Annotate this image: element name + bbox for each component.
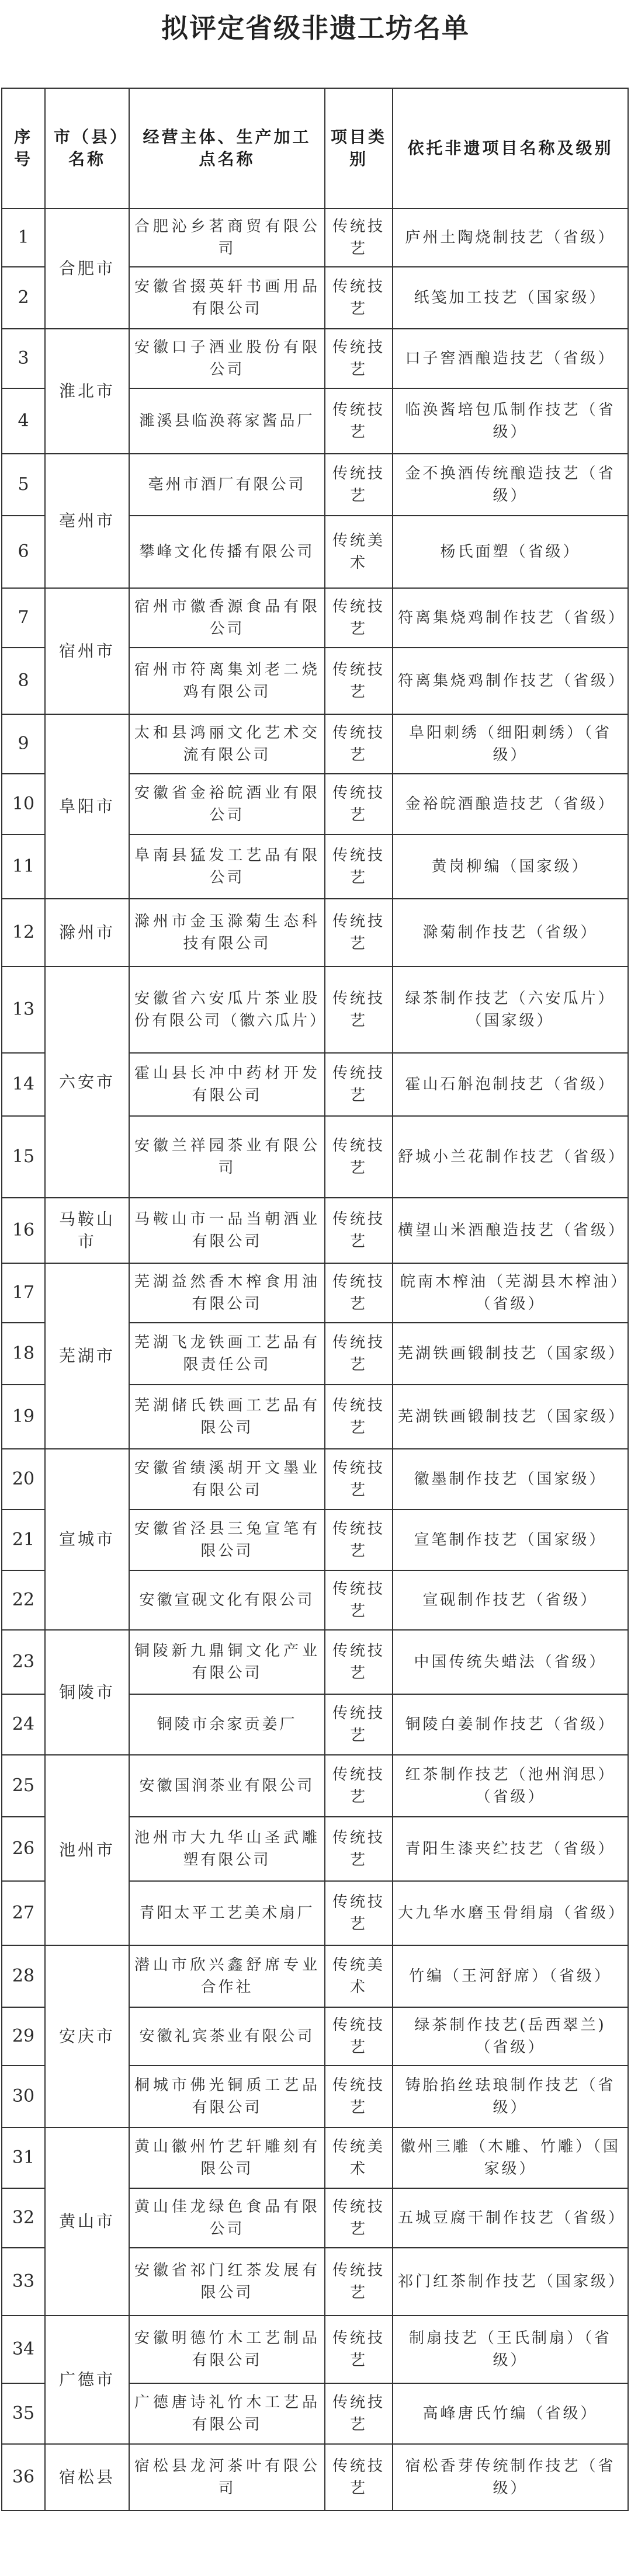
serial-number-cell: 34 bbox=[2, 2316, 45, 2383]
serial-number-cell: 22 bbox=[2, 1570, 45, 1630]
table-row bbox=[2, 329, 628, 388]
serial-number-cell: 20 bbox=[2, 1449, 45, 1510]
project-category-cell: 传统技艺 bbox=[325, 588, 393, 648]
serial-number-cell: 32 bbox=[2, 2188, 45, 2248]
table-row bbox=[2, 899, 628, 967]
serial-number-cell: 11 bbox=[2, 835, 45, 899]
project-category-cell: 传统技艺 bbox=[325, 2188, 393, 2248]
heritage-project-cell: 杨氏面塑（省级） bbox=[393, 516, 628, 588]
serial-number-cell: 18 bbox=[2, 1323, 45, 1385]
entity-name-cell: 合肥沁乡茗商贸有限公司 bbox=[129, 208, 325, 267]
entity-name-cell: 安徽省祁门红茶发展有限公司 bbox=[129, 2248, 325, 2316]
heritage-project-cell: 制扇技艺（王氏制扇）（省级） bbox=[393, 2316, 628, 2383]
entity-name-cell: 安徽省绩溪胡开文墨业有限公司 bbox=[129, 1449, 325, 1510]
header-city-name: 市（县）名称 bbox=[45, 88, 129, 208]
project-category-cell: 传统技艺 bbox=[325, 208, 393, 267]
header-serial-number: 序号 bbox=[2, 88, 45, 208]
entity-name-cell: 太和县鸿丽文化艺术交流有限公司 bbox=[129, 714, 325, 774]
serial-number-cell: 9 bbox=[2, 714, 45, 774]
project-category-cell: 传统技艺 bbox=[325, 1449, 393, 1510]
serial-number-cell: 15 bbox=[2, 1116, 45, 1198]
city-name-cell: 黄山市 bbox=[45, 2127, 129, 2316]
heritage-project-cell: 铸胎掐丝珐琅制作技艺（省级） bbox=[393, 2066, 628, 2127]
heritage-project-cell: 口子窖酒酿造技艺（省级） bbox=[393, 329, 628, 388]
header-entity-name: 经营主体、生产加工点名称 bbox=[129, 88, 325, 208]
header-project-category: 项目类别 bbox=[325, 88, 393, 208]
project-category-cell: 传统技艺 bbox=[325, 1630, 393, 1694]
serial-number-cell: 16 bbox=[2, 1198, 45, 1263]
city-name-cell: 铜陵市 bbox=[45, 1630, 129, 1755]
serial-number-cell: 14 bbox=[2, 1053, 45, 1116]
project-category-cell: 传统技艺 bbox=[325, 1694, 393, 1755]
serial-number-cell: 12 bbox=[2, 899, 45, 967]
heritage-project-cell: 宣笔制作技艺（国家级） bbox=[393, 1510, 628, 1570]
city-name-cell: 池州市 bbox=[45, 1755, 129, 1945]
project-category-cell: 传统技艺 bbox=[325, 714, 393, 774]
heritage-project-cell: 金裕皖酒酿造技艺（省级） bbox=[393, 774, 628, 835]
table-row bbox=[2, 2316, 628, 2383]
project-category-cell: 传统技艺 bbox=[325, 2066, 393, 2127]
heritage-project-cell: 宣砚制作技艺（省级） bbox=[393, 1570, 628, 1630]
heritage-project-cell: 皖南木榨油（芜湖县木榨油）（省级） bbox=[393, 1263, 628, 1323]
heritage-project-cell: 中国传统失蜡法（省级） bbox=[393, 1630, 628, 1694]
header-heritage-project: 依托非遗项目名称及级别 bbox=[393, 88, 628, 208]
heritage-project-cell: 宿松香芽传统制作技艺（省级） bbox=[393, 2444, 628, 2511]
project-category-cell: 传统技艺 bbox=[325, 1570, 393, 1630]
entity-name-cell: 宿州市符离集刘老二烧鸡有限公司 bbox=[129, 648, 325, 714]
heritage-workshop-table bbox=[1, 88, 629, 2511]
project-category-cell: 传统技艺 bbox=[325, 329, 393, 388]
serial-number-cell: 26 bbox=[2, 1817, 45, 1881]
document-title: 拟评定省级非遗工坊名单 bbox=[161, 12, 470, 44]
entity-name-cell: 黄山佳龙绿色食品有限公司 bbox=[129, 2188, 325, 2248]
heritage-project-cell: 符离集烧鸡制作技艺（省级） bbox=[393, 648, 628, 714]
city-name-cell: 宿州市 bbox=[45, 588, 129, 714]
serial-number-cell: 31 bbox=[2, 2127, 45, 2188]
heritage-project-cell: 铜陵白姜制作技艺（省级） bbox=[393, 1694, 628, 1755]
heritage-project-cell: 纸笺加工技艺（国家级） bbox=[393, 267, 628, 329]
serial-number-cell: 35 bbox=[2, 2383, 45, 2444]
table-row bbox=[2, 967, 628, 1053]
city-name-cell: 六安市 bbox=[45, 967, 129, 1198]
entity-name-cell: 安徽省泾县三兔宣笔有限公司 bbox=[129, 1510, 325, 1570]
project-category-cell: 传统技艺 bbox=[325, 388, 393, 454]
serial-number-cell: 10 bbox=[2, 774, 45, 835]
project-category-cell: 传统技艺 bbox=[325, 1817, 393, 1881]
city-name-cell: 合肥市 bbox=[45, 208, 129, 329]
city-name-cell: 亳州市 bbox=[45, 454, 129, 588]
city-name-cell: 安庆市 bbox=[45, 1945, 129, 2127]
entity-name-cell: 安徽省金裕皖酒业有限公司 bbox=[129, 774, 325, 835]
heritage-project-cell: 黄岗柳编（国家级） bbox=[393, 835, 628, 899]
heritage-project-cell: 滁菊制作技艺（省级） bbox=[393, 899, 628, 967]
serial-number-cell: 17 bbox=[2, 1263, 45, 1323]
table-row bbox=[2, 588, 628, 648]
entity-name-cell: 铜陵市余家贡姜厂 bbox=[129, 1694, 325, 1755]
serial-number-cell: 27 bbox=[2, 1881, 45, 1945]
heritage-project-cell: 芜湖铁画锻制技艺（国家级） bbox=[393, 1385, 628, 1449]
city-name-cell: 广德市 bbox=[45, 2316, 129, 2444]
serial-number-cell: 2 bbox=[2, 267, 45, 329]
table-row bbox=[2, 1449, 628, 1510]
serial-number-cell: 5 bbox=[2, 454, 45, 516]
heritage-project-cell: 红茶制作技艺（池州润思）（省级） bbox=[393, 1755, 628, 1817]
heritage-project-cell: 阜阳刺绣（细阳刺绣）（省级） bbox=[393, 714, 628, 774]
entity-name-cell: 安徽省六安瓜片茶业股份有限公司（徽六瓜片） bbox=[129, 967, 325, 1053]
project-category-cell: 传统技艺 bbox=[325, 267, 393, 329]
project-category-cell: 传统技艺 bbox=[325, 1881, 393, 1945]
city-name-cell: 宿松县 bbox=[45, 2444, 129, 2511]
heritage-project-cell: 绿茶制作技艺(岳西翠兰)（省级） bbox=[393, 2007, 628, 2066]
heritage-project-cell: 青阳生漆夹纻技艺（省级） bbox=[393, 1817, 628, 1881]
heritage-project-cell: 大九华水磨玉骨绢扇（省级） bbox=[393, 1881, 628, 1945]
project-category-cell: 传统技艺 bbox=[325, 1053, 393, 1116]
city-name-cell: 芜湖市 bbox=[45, 1263, 129, 1449]
entity-name-cell: 潜山市欣兴鑫舒席专业合作社 bbox=[129, 1945, 325, 2007]
entity-name-cell: 霍山县长冲中药材开发有限公司 bbox=[129, 1053, 325, 1116]
entity-name-cell: 桐城市佛光铜质工艺品有限公司 bbox=[129, 2066, 325, 2127]
entity-name-cell: 宿松县龙河茶叶有限公司 bbox=[129, 2444, 325, 2511]
entity-name-cell: 芜湖飞龙铁画工艺品有限责任公司 bbox=[129, 1323, 325, 1385]
heritage-project-cell: 金不换酒传统酿造技艺（省级） bbox=[393, 454, 628, 516]
heritage-project-cell: 徽墨制作技艺（国家级） bbox=[393, 1449, 628, 1510]
heritage-project-cell: 横望山米酒酿造技艺（省级） bbox=[393, 1198, 628, 1263]
city-name-cell: 宣城市 bbox=[45, 1449, 129, 1630]
heritage-project-cell: 芜湖铁画锻制技艺（国家级） bbox=[393, 1323, 628, 1385]
project-category-cell: 传统技艺 bbox=[325, 2316, 393, 2383]
entity-name-cell: 安徽省掇英轩书画用品有限公司 bbox=[129, 267, 325, 329]
project-category-cell: 传统技艺 bbox=[325, 1385, 393, 1449]
city-name-cell: 阜阳市 bbox=[45, 714, 129, 899]
serial-number-cell: 21 bbox=[2, 1510, 45, 1570]
project-category-cell: 传统技艺 bbox=[325, 774, 393, 835]
entity-name-cell: 马鞍山市一品当朝酒业有限公司 bbox=[129, 1198, 325, 1263]
serial-number-cell: 7 bbox=[2, 588, 45, 648]
heritage-project-cell: 徽州三雕（木雕、竹雕）（国家级） bbox=[393, 2127, 628, 2188]
entity-name-cell: 安徽明德竹木工艺制品有限公司 bbox=[129, 2316, 325, 2383]
heritage-project-cell: 符离集烧鸡制作技艺（省级） bbox=[393, 588, 628, 648]
project-category-cell: 传统技艺 bbox=[325, 1323, 393, 1385]
table-row bbox=[2, 208, 628, 267]
entity-name-cell: 安徽宣砚文化有限公司 bbox=[129, 1570, 325, 1630]
table-row bbox=[2, 2444, 628, 2511]
heritage-project-cell: 竹编（王河舒席）（省级） bbox=[393, 1945, 628, 2007]
project-category-cell: 传统技艺 bbox=[325, 2007, 393, 2066]
entity-name-cell: 安徽礼宾茶业有限公司 bbox=[129, 2007, 325, 2066]
project-category-cell: 传统技艺 bbox=[325, 2248, 393, 2316]
entity-name-cell: 池州市大九华山圣武雕塑有限公司 bbox=[129, 1817, 325, 1881]
serial-number-cell: 29 bbox=[2, 2007, 45, 2066]
serial-number-cell: 25 bbox=[2, 1755, 45, 1817]
project-category-cell: 传统技艺 bbox=[325, 967, 393, 1053]
project-category-cell: 传统美术 bbox=[325, 1945, 393, 2007]
heritage-project-cell: 高峰唐氏竹编（省级） bbox=[393, 2383, 628, 2444]
heritage-project-cell: 绿茶制作技艺（六安瓜片）（国家级） bbox=[393, 967, 628, 1053]
heritage-project-cell: 霍山石斛泡制技艺（省级） bbox=[393, 1053, 628, 1116]
entity-name-cell: 铜陵新九鼎铜文化产业有限公司 bbox=[129, 1630, 325, 1694]
entity-name-cell: 亳州市酒厂有限公司 bbox=[129, 454, 325, 516]
entity-name-cell: 广德唐诗礼竹木工艺品有限公司 bbox=[129, 2383, 325, 2444]
serial-number-cell: 8 bbox=[2, 648, 45, 714]
serial-number-cell: 23 bbox=[2, 1630, 45, 1694]
entity-name-cell: 阜南县猛发工艺品有限公司 bbox=[129, 835, 325, 899]
project-category-cell: 传统技艺 bbox=[325, 899, 393, 967]
table-row bbox=[2, 1630, 628, 1694]
project-category-cell: 传统美术 bbox=[325, 2127, 393, 2188]
serial-number-cell: 4 bbox=[2, 388, 45, 454]
serial-number-cell: 24 bbox=[2, 1694, 45, 1755]
table-row bbox=[2, 2127, 628, 2188]
project-category-cell: 传统技艺 bbox=[325, 454, 393, 516]
heritage-project-cell: 祁门红茶制作技艺（国家级） bbox=[393, 2248, 628, 2316]
entity-name-cell: 芜湖储氏铁画工艺品有限公司 bbox=[129, 1385, 325, 1449]
heritage-project-cell: 临涣酱培包瓜制作技艺（省级） bbox=[393, 388, 628, 454]
entity-name-cell: 安徽口子酒业股份有限公司 bbox=[129, 329, 325, 388]
table-row bbox=[2, 1263, 628, 1323]
project-category-cell: 传统技艺 bbox=[325, 1755, 393, 1817]
serial-number-cell: 28 bbox=[2, 1945, 45, 2007]
heritage-project-cell: 五城豆腐干制作技艺（省级） bbox=[393, 2188, 628, 2248]
project-category-cell: 传统技艺 bbox=[325, 2444, 393, 2511]
entity-name-cell: 攀峰文化传播有限公司 bbox=[129, 516, 325, 588]
heritage-project-cell: 舒城小兰花制作技艺（省级） bbox=[393, 1116, 628, 1198]
entity-name-cell: 安徽兰祥园茶业有限公司 bbox=[129, 1116, 325, 1198]
city-name-cell: 马鞍山市 bbox=[45, 1198, 129, 1263]
serial-number-cell: 1 bbox=[2, 208, 45, 267]
table-body bbox=[2, 208, 628, 2511]
entity-name-cell: 宿州市徽香源食品有限公司 bbox=[129, 588, 325, 648]
table-row bbox=[2, 1198, 628, 1263]
entity-name-cell: 濉溪县临涣蒋家酱品厂 bbox=[129, 388, 325, 454]
serial-number-cell: 13 bbox=[2, 967, 45, 1053]
table-row bbox=[2, 714, 628, 774]
serial-number-cell: 30 bbox=[2, 2066, 45, 2127]
city-name-cell: 滁州市 bbox=[45, 899, 129, 967]
heritage-project-cell: 庐州土陶烧制技艺（省级） bbox=[393, 208, 628, 267]
serial-number-cell: 33 bbox=[2, 2248, 45, 2316]
entity-name-cell: 青阳太平工艺美术扇厂 bbox=[129, 1881, 325, 1945]
project-category-cell: 传统美术 bbox=[325, 516, 393, 588]
entity-name-cell: 滁州市金玉滁菊生态科技有限公司 bbox=[129, 899, 325, 967]
entity-name-cell: 安徽国润茶业有限公司 bbox=[129, 1755, 325, 1817]
table-row bbox=[2, 454, 628, 516]
project-category-cell: 传统技艺 bbox=[325, 1116, 393, 1198]
project-category-cell: 传统技艺 bbox=[325, 648, 393, 714]
serial-number-cell: 6 bbox=[2, 516, 45, 588]
project-category-cell: 传统技艺 bbox=[325, 1198, 393, 1263]
entity-name-cell: 黄山徽州竹艺轩雕刻有限公司 bbox=[129, 2127, 325, 2188]
table-row bbox=[2, 1755, 628, 1817]
project-category-cell: 传统技艺 bbox=[325, 1510, 393, 1570]
table-row bbox=[2, 1945, 628, 2007]
serial-number-cell: 3 bbox=[2, 329, 45, 388]
project-category-cell: 传统技艺 bbox=[325, 2383, 393, 2444]
city-name-cell: 淮北市 bbox=[45, 329, 129, 454]
project-category-cell: 传统技艺 bbox=[325, 835, 393, 899]
serial-number-cell: 19 bbox=[2, 1385, 45, 1449]
serial-number-cell: 36 bbox=[2, 2444, 45, 2511]
entity-name-cell: 芜湖益然香木榨食用油有限公司 bbox=[129, 1263, 325, 1323]
table-header-row bbox=[2, 88, 628, 208]
project-category-cell: 传统技艺 bbox=[325, 1263, 393, 1323]
